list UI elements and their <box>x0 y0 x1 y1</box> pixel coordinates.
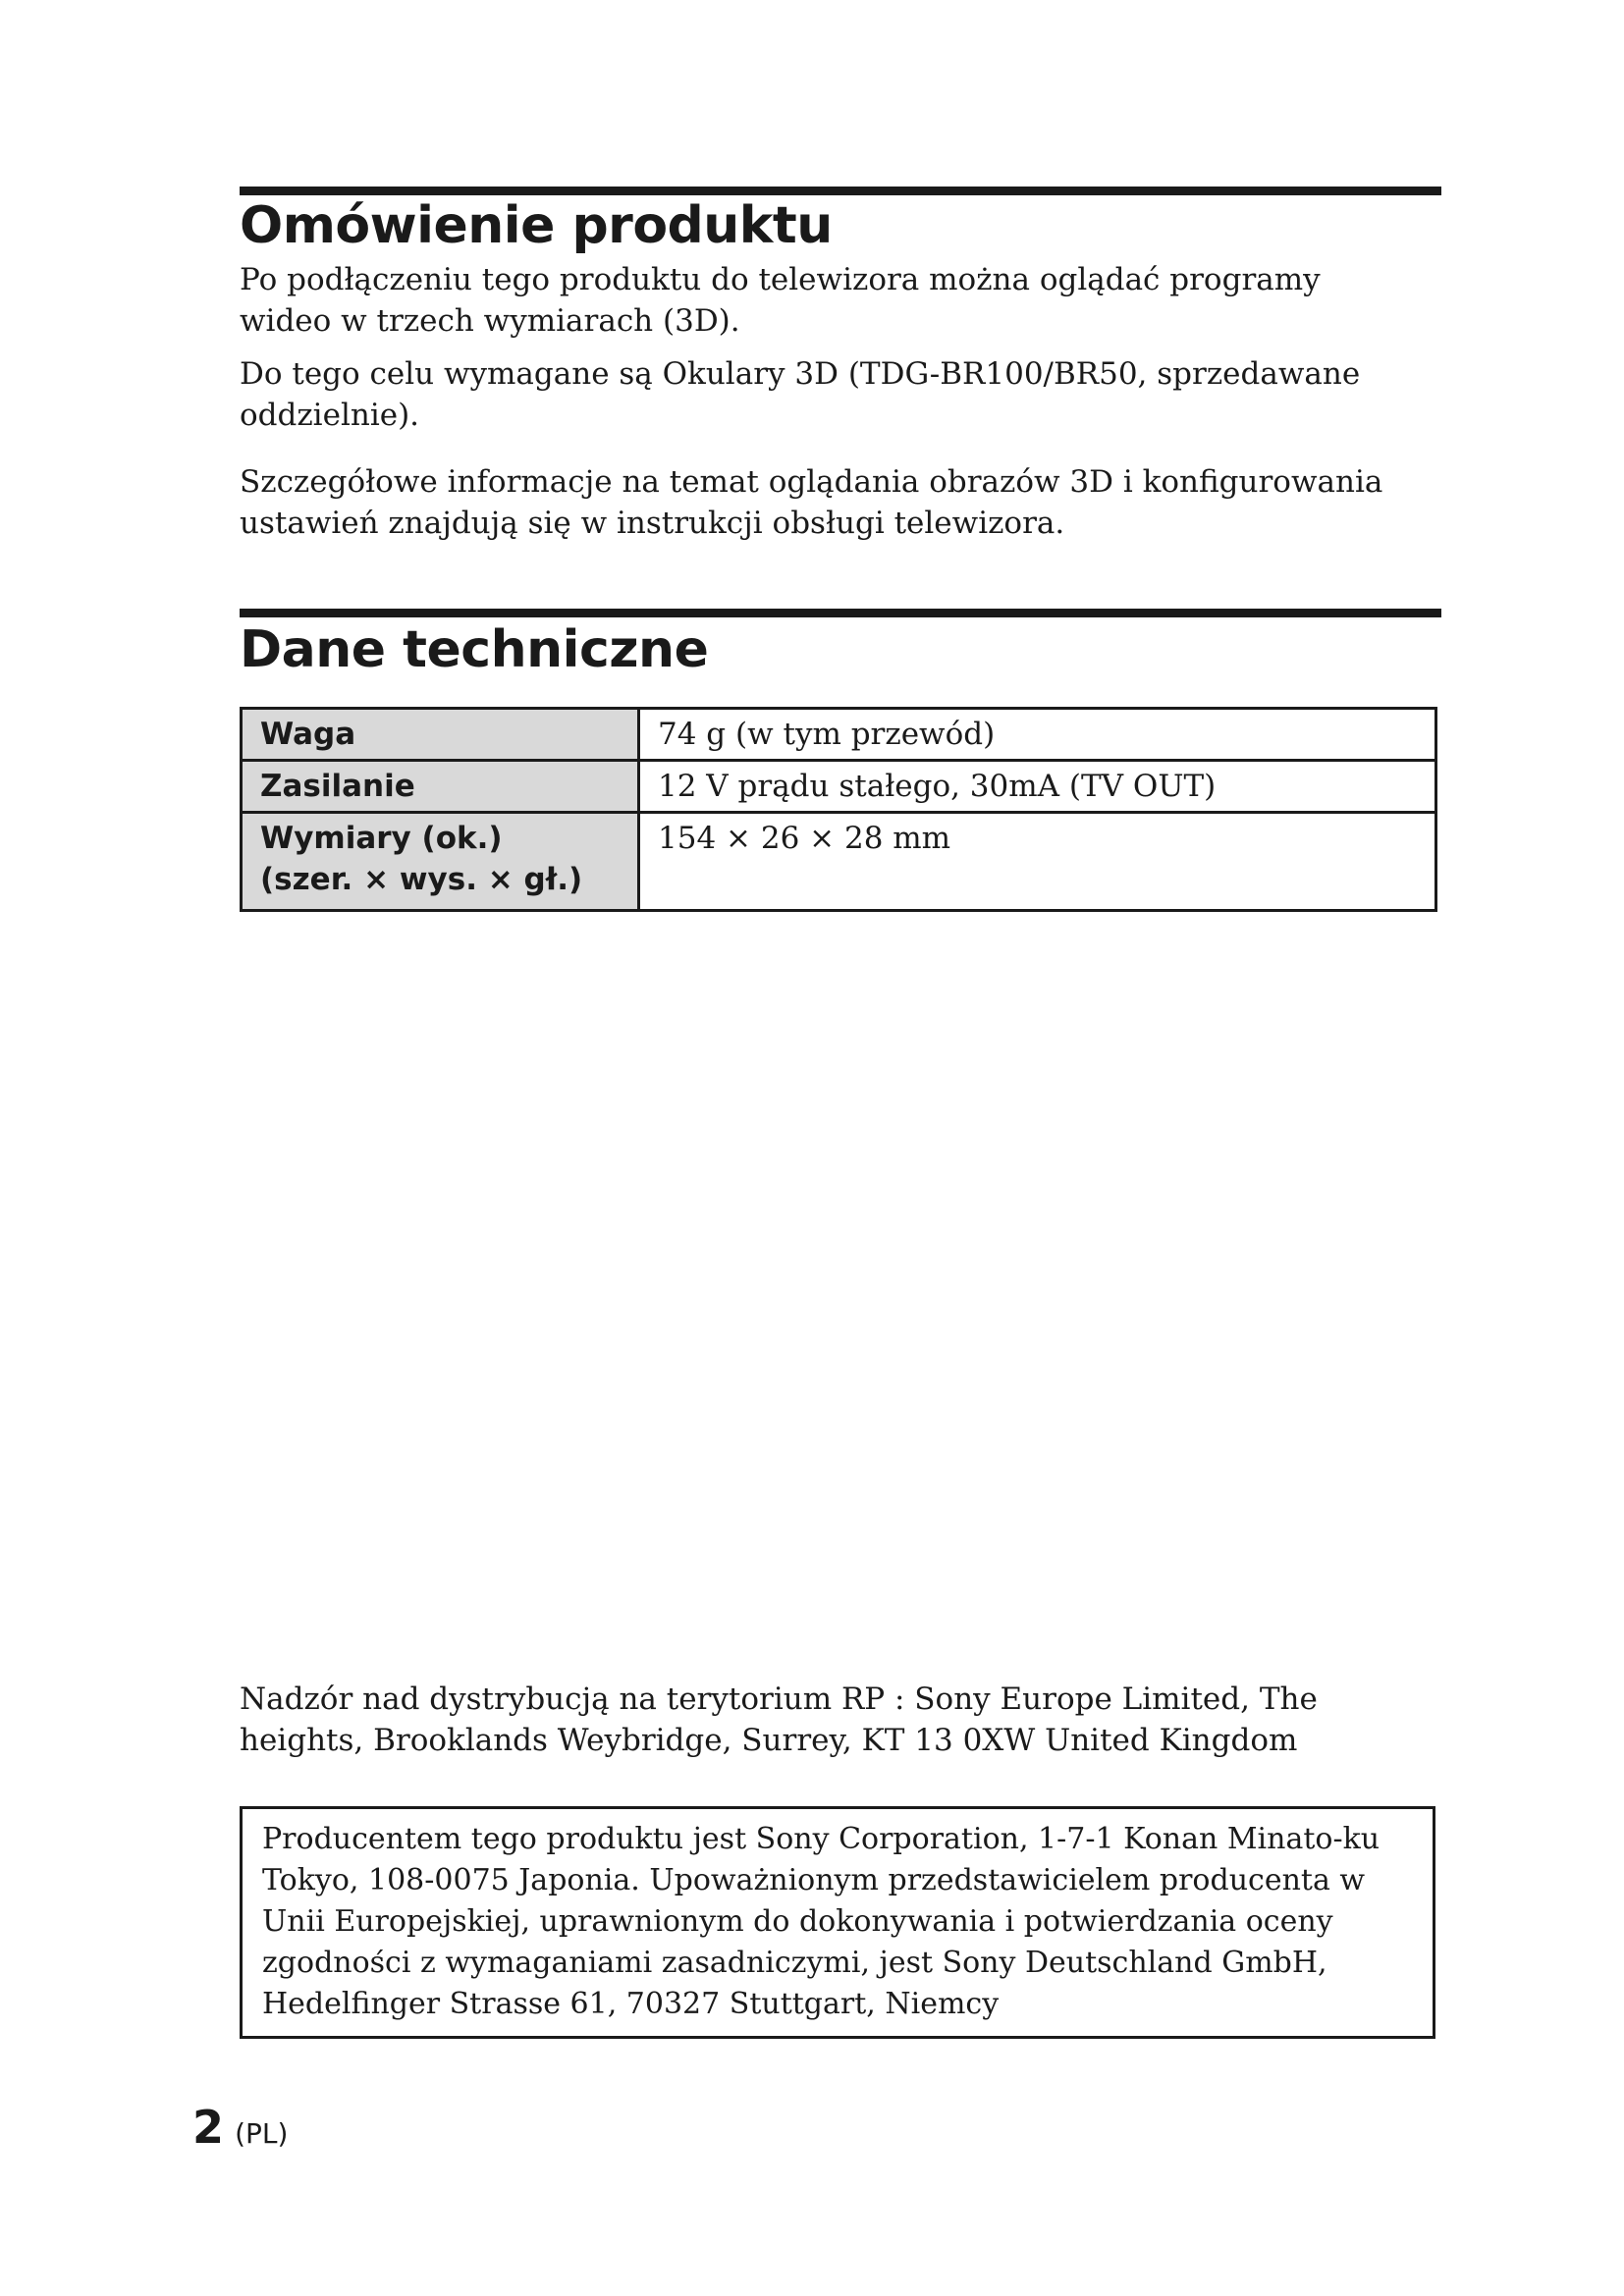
specs-top-rule <box>240 609 1441 617</box>
specs-heading: Dane techniczne <box>240 620 709 679</box>
specs-table <box>240 707 1437 912</box>
specs-label-weight: Waga <box>242 709 639 761</box>
specs-label-dimensions-line-2: (szer. × wys. × gł.) <box>260 862 583 897</box>
overview-paragraph-1: Po podłączeniu tego produktu do telewizora można oglądać programy wideo w trzech wymiarach (3D). <box>240 262 1321 339</box>
page-footer <box>192 2101 288 2154</box>
language-code: (PL) <box>235 2117 289 2150</box>
specs-label-dimensions <box>242 813 639 911</box>
manufacturer-info-box: Producentem tego produktu jest Sony Corporation, 1-7-1 Konan Minato-ku Tokyo, 108-0075 Japonia. Upoważnionym przedstawicielem producenta w Unii Europejskiej, uprawnionym do dokonywania i potwierdzania oceny zgodności z wymaganiami zasadniczymi, jest Sony Deutschland GmbH, Hedelfinger Strasse 61, 70327 Stuttgart, Niemcy <box>240 1806 1435 2039</box>
overview-paragraph-3: Szczegółowe informacje na temat oglądania obrazów 3D i konfigurowania ustawień znajdują się w instrukcji obsługi telewizora. <box>240 464 1383 541</box>
distribution-note: Nadzór nad dystrybucją na terytorium RP : Sony Europe Limited, The heights, Brooklands Weybridge, Surrey, KT 13 0XW United Kingdom <box>240 1682 1318 1758</box>
specs-value-dimensions: 154 × 26 × 28 mm <box>639 813 1436 911</box>
specs-row-power <box>242 761 1436 813</box>
specs-value-weight: 74 g (w tym przewód) <box>639 709 1436 761</box>
specs-row-dimensions <box>242 813 1436 911</box>
specs-value-power: 12 V prądu stałego, 30mA (TV OUT) <box>639 761 1436 813</box>
specs-label-dimensions-line-1: Wymiary (ok.) <box>260 821 503 856</box>
page-number: 2 <box>192 2101 225 2154</box>
overview-heading: Omówienie produktu <box>240 196 833 255</box>
overview-paragraph-2: Do tego celu wymagane są Okulary 3D (TDG-BR100/BR50, sprzedawane oddzielnie). <box>240 356 1361 433</box>
overview-top-rule <box>240 187 1441 195</box>
specs-label-power: Zasilanie <box>242 761 639 813</box>
specs-row-weight <box>242 709 1436 761</box>
